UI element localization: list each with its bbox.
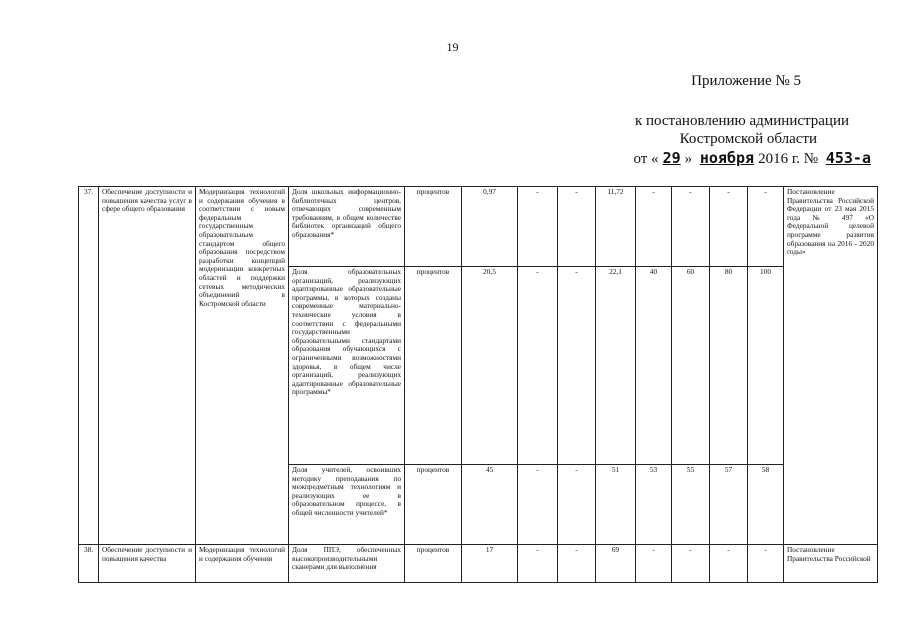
indicator-cell: Доля ППЭ, обеспеченных высокопроизводительными сканерами для выполнения	[289, 545, 405, 583]
row-number: 38.	[79, 545, 99, 583]
indicator-cell: Доля учителей, освоивших методику преподавания по межпредметным технологиям и реализующих ее в образовательном процессе, в общей численности учителей*	[289, 465, 405, 545]
value-cell: 53	[636, 465, 672, 545]
decree-date-prefix: от «	[633, 151, 659, 167]
value-cell: -	[748, 187, 784, 267]
value-cell: -	[558, 267, 596, 465]
unit-cell: процентов	[405, 267, 462, 465]
source-cell: Постановление Правительства Российской	[784, 545, 878, 583]
value-cell: -	[672, 545, 710, 583]
table-row	[79, 545, 878, 583]
decree-date-mid: »	[684, 151, 693, 167]
value-cell: -	[672, 187, 710, 267]
decree-line-2: Костромской области	[679, 131, 817, 147]
value-cell: 80	[710, 267, 748, 465]
value-cell: 22,1	[596, 267, 636, 465]
value-cell: 17	[462, 545, 518, 583]
value-cell: -	[636, 545, 672, 583]
goal-cell: Обеспечение доступности и повышения качества	[99, 545, 196, 583]
decree-number: 453-а	[825, 149, 871, 167]
value-cell: -	[748, 545, 784, 583]
table-row	[79, 187, 878, 267]
decree-year: 2016 г. №	[758, 151, 819, 167]
value-cell: -	[558, 187, 596, 267]
indicator-cell: Доля школьных информационно-библиотечных центров, отвечающих современным требованиям, в общем количестве библиотек организаций общего образования*	[289, 187, 405, 267]
row-number: 37.	[79, 187, 99, 545]
value-cell: 60	[672, 267, 710, 465]
appendix-title: Приложение № 5	[691, 73, 801, 89]
value-cell: 57	[710, 465, 748, 545]
value-cell: 58	[748, 465, 784, 545]
value-cell: 100	[748, 267, 784, 465]
value-cell: -	[518, 465, 558, 545]
decree-day: 29	[662, 149, 681, 167]
value-cell: 45	[462, 465, 518, 545]
value-cell: 40	[636, 267, 672, 465]
value-cell: -	[558, 545, 596, 583]
unit-cell: процентов	[405, 465, 462, 545]
decree-date-line	[633, 149, 875, 168]
decree-line-1: к постановлению администрации	[634, 113, 849, 129]
value-cell: -	[558, 465, 596, 545]
value-cell: -	[710, 545, 748, 583]
page-number: 19	[446, 40, 459, 54]
source-cell: Постановление Правительства Российской Федерации от 23 мая 2015 года № 497 «О Федеральной целевой программе развития образования на 2016 - 2020 годы»	[784, 187, 878, 545]
task-cell: Модернизация технологий и содержания обучения	[196, 545, 289, 583]
value-cell: 55	[672, 465, 710, 545]
value-cell: -	[636, 187, 672, 267]
task-cell: Модернизация технологий и содержания обучения в соответствии с новым федеральным государственным образовательным стандартом общего образования посредством разработки концепций модернизации конкретных областей и поддержки сетевых методических объединений в Костромской области	[196, 187, 289, 545]
value-cell: 11,72	[596, 187, 636, 267]
value-cell: 20,5	[462, 267, 518, 465]
value-cell: -	[710, 187, 748, 267]
decree-month: ноября	[699, 149, 755, 167]
value-cell: 69	[596, 545, 636, 583]
value-cell: -	[518, 187, 558, 267]
value-cell: -	[518, 267, 558, 465]
value-cell: 0,97	[462, 187, 518, 267]
value-cell: -	[518, 545, 558, 583]
goal-cell: Обеспечение доступности и повышения качества услуг в сфере общего образования	[99, 187, 196, 545]
unit-cell: процентов	[405, 187, 462, 267]
indicators-table	[78, 186, 878, 583]
indicator-cell: Доля образовательных организаций, реализующих адаптированные образовательные программы, в которых созданы современные материально-технические условия в соответствии с федеральными государственными образовательными стандартами образования обучающихся с ограниченными возможностями здоровья, в общем числе организаций, реализующих адаптированные образовательные программы*	[289, 267, 405, 465]
value-cell: 51	[596, 465, 636, 545]
unit-cell: процентов	[405, 545, 462, 583]
